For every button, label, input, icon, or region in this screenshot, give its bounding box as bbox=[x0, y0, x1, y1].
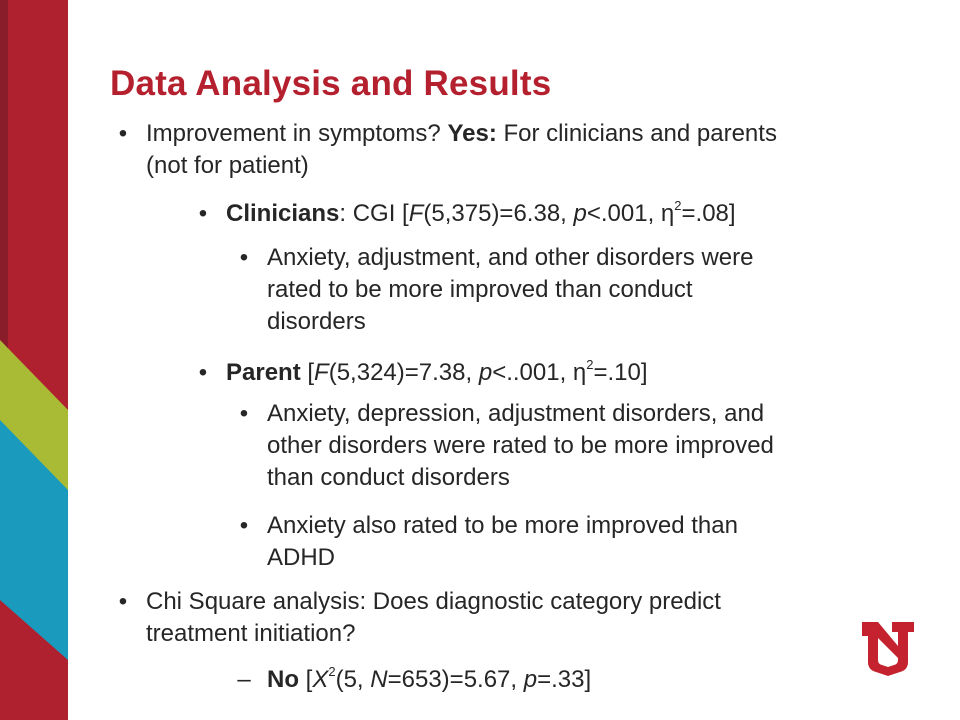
bold-text: Clinicians bbox=[226, 200, 340, 227]
text-segment: =.10] bbox=[593, 359, 648, 386]
superscript: 2 bbox=[586, 357, 594, 372]
bullet-marker: • bbox=[118, 588, 128, 615]
bullet-line: Chi Square analysis: Does diagnostic category predict bbox=[146, 588, 721, 615]
text-segment: (5, bbox=[335, 666, 371, 693]
bullet-marker: • bbox=[198, 359, 208, 386]
bullet-line bbox=[226, 357, 648, 389]
bullet-marker: • bbox=[239, 400, 249, 427]
text-segment: =.08] bbox=[681, 200, 736, 227]
bullet-line: than conduct disorders bbox=[267, 464, 510, 491]
bullet-line: ADHD bbox=[267, 544, 336, 571]
bullet-line bbox=[226, 198, 736, 230]
superscript: 2 bbox=[674, 198, 682, 213]
bullet-improvement bbox=[118, 118, 777, 182]
text-segment: <.001, η bbox=[586, 200, 675, 227]
italic-text: F bbox=[408, 200, 424, 227]
bullet-marker: • bbox=[118, 120, 128, 147]
italic-text: F bbox=[314, 359, 329, 386]
bullet-line: Anxiety, adjustment, and other disorders were bbox=[267, 244, 754, 271]
italic-text: p bbox=[523, 666, 538, 693]
bullet-parent-detail bbox=[239, 398, 774, 494]
bullet-line: Anxiety also rated to be more improved than bbox=[267, 512, 738, 539]
dash-item-no bbox=[237, 664, 592, 696]
bullet-line: treatment initiation? bbox=[146, 620, 356, 647]
superscript: 2 bbox=[328, 664, 336, 679]
text-segment: : CGI [ bbox=[339, 200, 409, 227]
bullet-marker: • bbox=[239, 244, 249, 271]
logo-shape bbox=[862, 622, 914, 676]
dash-marker: – bbox=[237, 666, 251, 693]
bullet-line: disorders bbox=[267, 308, 366, 335]
bold-text: No bbox=[267, 666, 299, 693]
italic-text: p bbox=[573, 200, 587, 227]
bold-text: Parent bbox=[226, 359, 301, 386]
unmc-n-logo-icon bbox=[862, 622, 914, 676]
text-segment: For clinicians and parents bbox=[496, 120, 777, 147]
bullet-parent-adhd bbox=[239, 510, 738, 574]
bullet-line: other disorders were rated to be more improved bbox=[267, 432, 774, 459]
italic-text: X bbox=[312, 666, 329, 693]
bullet-marker: • bbox=[198, 200, 208, 227]
text-segment: (5,375)=6.38, bbox=[423, 200, 574, 227]
text-segment: =.33] bbox=[537, 666, 592, 693]
text-segment: =653)=5.67, bbox=[387, 666, 524, 693]
bullet-clinicians-detail bbox=[239, 242, 754, 338]
bullet-line: Anxiety, depression, adjustment disorders, and bbox=[267, 400, 765, 427]
bullet-marker: • bbox=[239, 512, 249, 539]
bullet-line: (not for patient) bbox=[146, 152, 309, 179]
bold-text: Yes: bbox=[447, 120, 497, 147]
text-segment: (5,324)=7.38, bbox=[328, 359, 479, 386]
text-segment: [ bbox=[299, 666, 313, 693]
bullet-line bbox=[267, 664, 591, 696]
bullet-line: rated to be more improved than conduct bbox=[267, 276, 693, 303]
bullet-parent bbox=[198, 357, 648, 389]
bullet-clinicians bbox=[198, 198, 736, 230]
bullet-line bbox=[146, 118, 777, 150]
text-segment: [ bbox=[300, 359, 315, 386]
bullet-chi-square bbox=[118, 586, 721, 650]
text-segment: <..001, η bbox=[492, 359, 587, 386]
italic-text: p bbox=[478, 359, 493, 386]
slide-title: Data Analysis and Results bbox=[110, 64, 552, 103]
italic-text: N bbox=[370, 666, 388, 693]
text-segment: Improvement in symptoms? bbox=[146, 120, 448, 147]
